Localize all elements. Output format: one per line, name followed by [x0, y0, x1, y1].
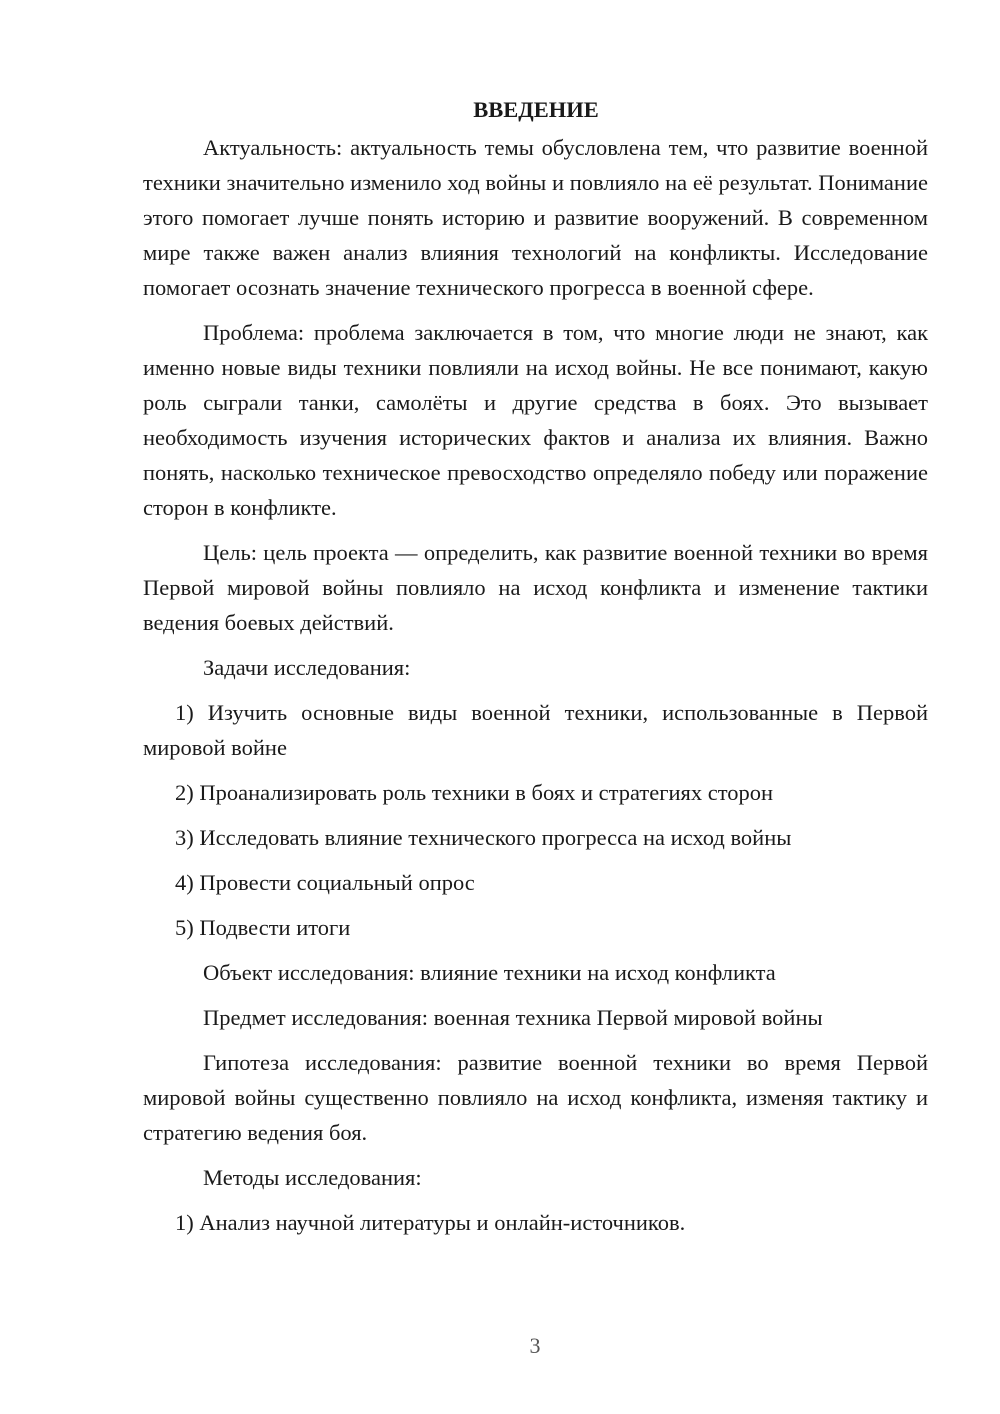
- hypothesis-paragraph: Гипотеза исследования: развитие военной техники во время Первой мировой войны существенно повлияло на исход конфликта, изменяя тактику и стратегию ведения боя.: [143, 1050, 928, 1145]
- task-item: 1) Изучить основные виды военной техники, использованные в Первой мировой войне: [143, 700, 928, 760]
- relevance-paragraph: Актуальность: актуальность темы обусловлена тем, что развитие военной техники значительно изменило ход войны и повлияло на её результат. Понимание этого помогает лучше понять историю и развитие вооружений. В современном мире также важен анализ влияния технологий на конфликты. Исследование помогает осознать значение технического прогресса в военной сфере.: [143, 135, 928, 300]
- task-item: 5) Подвести итоги: [175, 915, 351, 940]
- method-item: 1) Анализ научной литературы и онлайн-источников.: [175, 1210, 686, 1235]
- goal-paragraph: Цель: цель проекта — определить, как развитие военной техники во время Первой мировой войны повлияло на исход конфликта и изменение тактики ведения боевых действий.: [143, 540, 928, 635]
- subject-paragraph: Предмет исследования: военная техника Первой мировой войны: [203, 1005, 823, 1030]
- tasks-heading: Задачи исследования:: [203, 655, 411, 680]
- page-number: 3: [529, 1333, 541, 1358]
- object-paragraph: Объект исследования: влияние техники на исход конфликта: [203, 960, 776, 985]
- document-body: [143, 92, 928, 1250]
- problem-paragraph: Проблема: проблема заключается в том, что многие люди не знают, как именно новые виды техники повлияли на исход войны. Не все понимают, какую роль сыграли танки, самолёты и другие средства в боях. Это вызывает необходимость изучения исторических фактов и анализа их влияния. Важно понять, насколько техническое превосходство определяло победу или поражение сторон в конфликте.: [143, 320, 928, 520]
- section-title: ВВЕДЕНИЕ: [473, 97, 599, 122]
- task-item: 4) Провести социальный опрос: [175, 870, 475, 895]
- task-item: 2) Проанализировать роль техники в боях и стратегиях сторон: [175, 780, 774, 805]
- methods-heading: Методы исследования:: [203, 1165, 422, 1190]
- task-item: 3) Исследовать влияние технического прогресса на исход войны: [175, 825, 792, 850]
